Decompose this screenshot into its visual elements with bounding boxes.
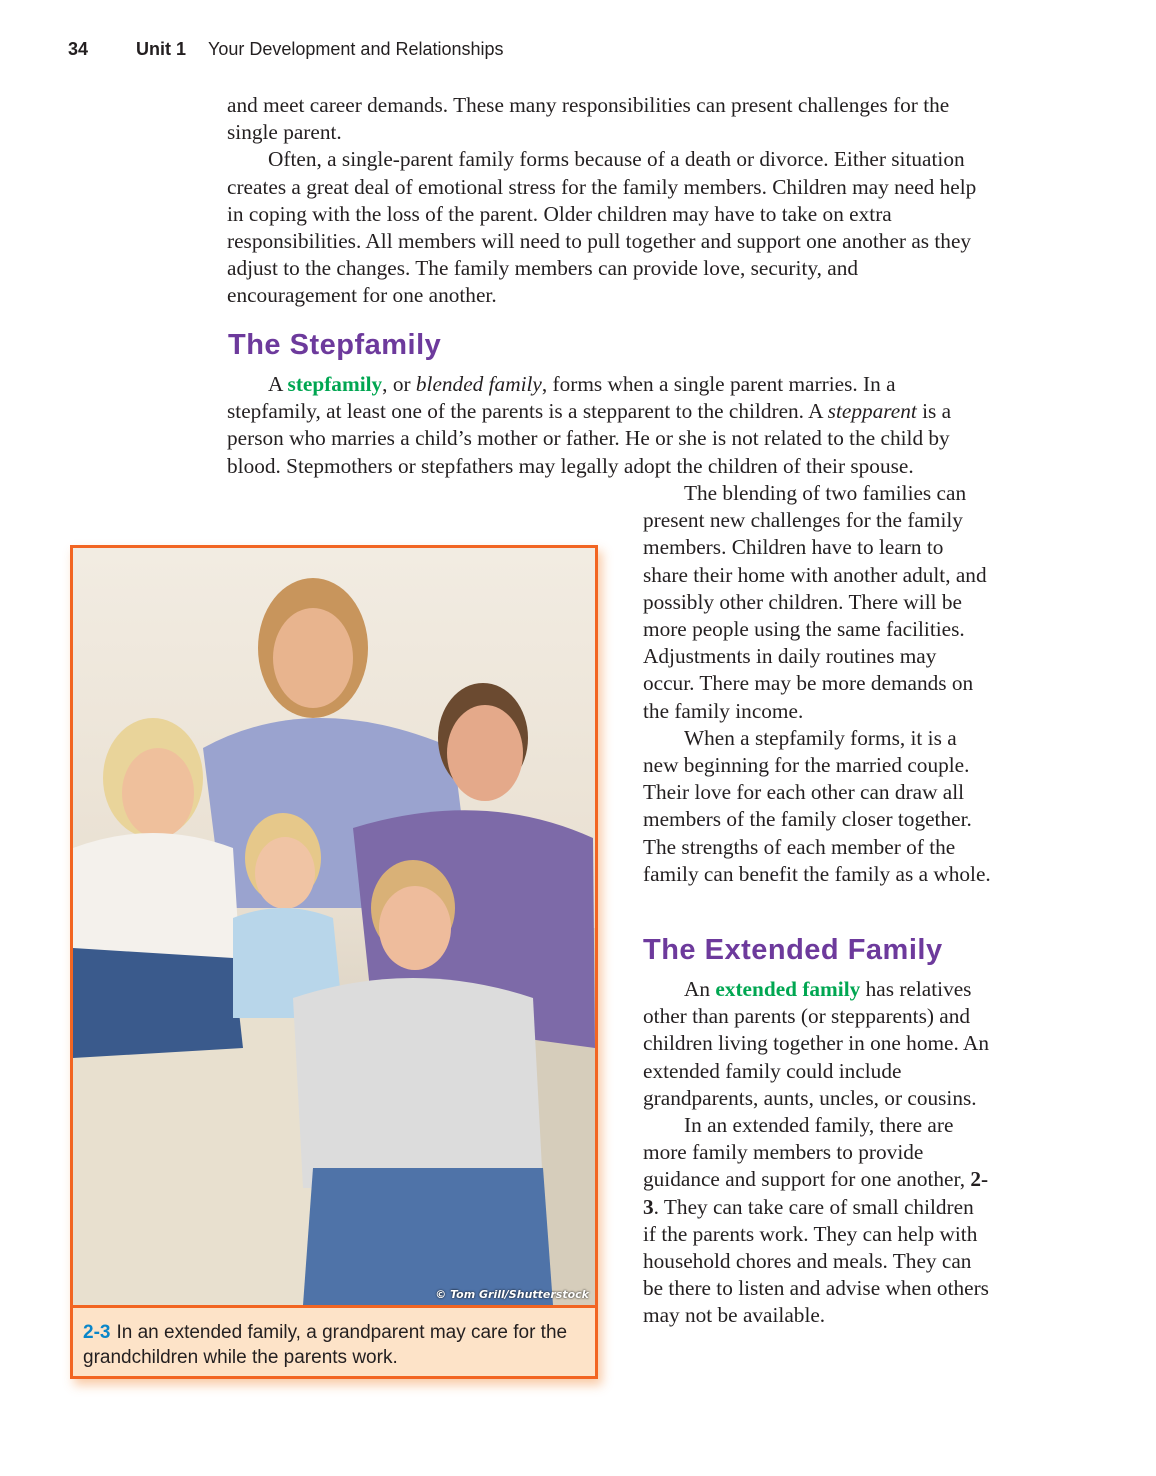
text-run: A — [268, 372, 288, 396]
text-run: . They can take care of small children if the parents work. They can help with household chores and meals. They can be there to listen and advise when others may not be available. — [643, 1194, 989, 1328]
key-term: extended family — [715, 977, 861, 1001]
heading-extended-family: The Extended Family — [643, 934, 943, 966]
running-header — [68, 39, 504, 60]
text-run: and meet career demands. These many responsibilities can present challenges for the single parent. — [227, 93, 950, 145]
unit-title: Your Development and Relationships — [208, 39, 504, 59]
stepfamily-text — [227, 371, 992, 480]
extended-family-text — [643, 976, 991, 1330]
paragraph — [643, 1112, 991, 1330]
text-run: blended family — [415, 372, 542, 396]
text-run: When a stepfamily forms, it is a new beginning for the married couple. Their love for each other can draw all members of the family closer together. The strengths of each member of the family can benefit the family as a whole. — [643, 725, 991, 886]
page-number: 34 — [68, 39, 89, 59]
figure-number: 2-3 — [83, 1322, 111, 1343]
paragraph — [227, 146, 992, 309]
paragraph — [643, 976, 991, 1112]
photo-credit: © Tom Grill/Shutterstock — [435, 1288, 589, 1301]
paragraph — [643, 480, 991, 725]
family-photo-illustration — [73, 548, 595, 1305]
unit-label: Unit 1 — [136, 39, 187, 59]
intro-text — [227, 92, 992, 310]
key-term: stepfamily — [287, 372, 383, 396]
text-run: has relatives other than parents (or stepparents) and children living together in one home. An extended family could include grandparents, aunts, uncles, or cousins. — [643, 977, 990, 1110]
figure-2-3 — [70, 545, 598, 1379]
text-run: The blending of two families can present new challenges for the family members. Children have to learn to share their home with another adult, and possibly other children. There will be more people using the same facilities. Adjustments in daily routines may occur. There may be more demands on the family income. — [643, 481, 987, 723]
stepfamily-side-text — [643, 480, 991, 888]
text-run: An — [684, 977, 716, 1001]
text-run: Often, a single-parent family forms because of a death or divorce. Either situation creates a great deal of emotional stress for the family members. Children may need help in coping with the loss of the parent. Older children may have to take on extra responsibilities. All members will need to pull together and support one another as they adjust to the changes. The family members can provide love, security, and encouragement for one another. — [227, 147, 977, 308]
text-run: is a person who marries a child’s mother or father. He or she is not related to the child by blood. Stepmothers or stepfathers may legally adopt the children of their spouse. — [227, 399, 952, 478]
text-run: In an extended family, there are more family members to provide guidance and support for one another, — [643, 1113, 971, 1192]
paragraph — [227, 371, 992, 480]
text-run: 2-3 — [643, 1167, 989, 1219]
figure-caption — [83, 1320, 583, 1370]
heading-stepfamily: The Stepfamily — [228, 329, 442, 361]
text-run: stepparent — [827, 399, 917, 424]
text-run: , or — [382, 372, 416, 396]
paragraph — [227, 92, 992, 146]
caption-text: In an extended family, a grandparent may care for the grandchildren while the parents work. — [83, 1322, 568, 1368]
paragraph — [643, 725, 991, 888]
text-run: , forms when a single parent marries. In a stepfamily, at least one of the parents is a stepparent to the children. A — [227, 372, 896, 424]
family-photo — [73, 548, 595, 1308]
